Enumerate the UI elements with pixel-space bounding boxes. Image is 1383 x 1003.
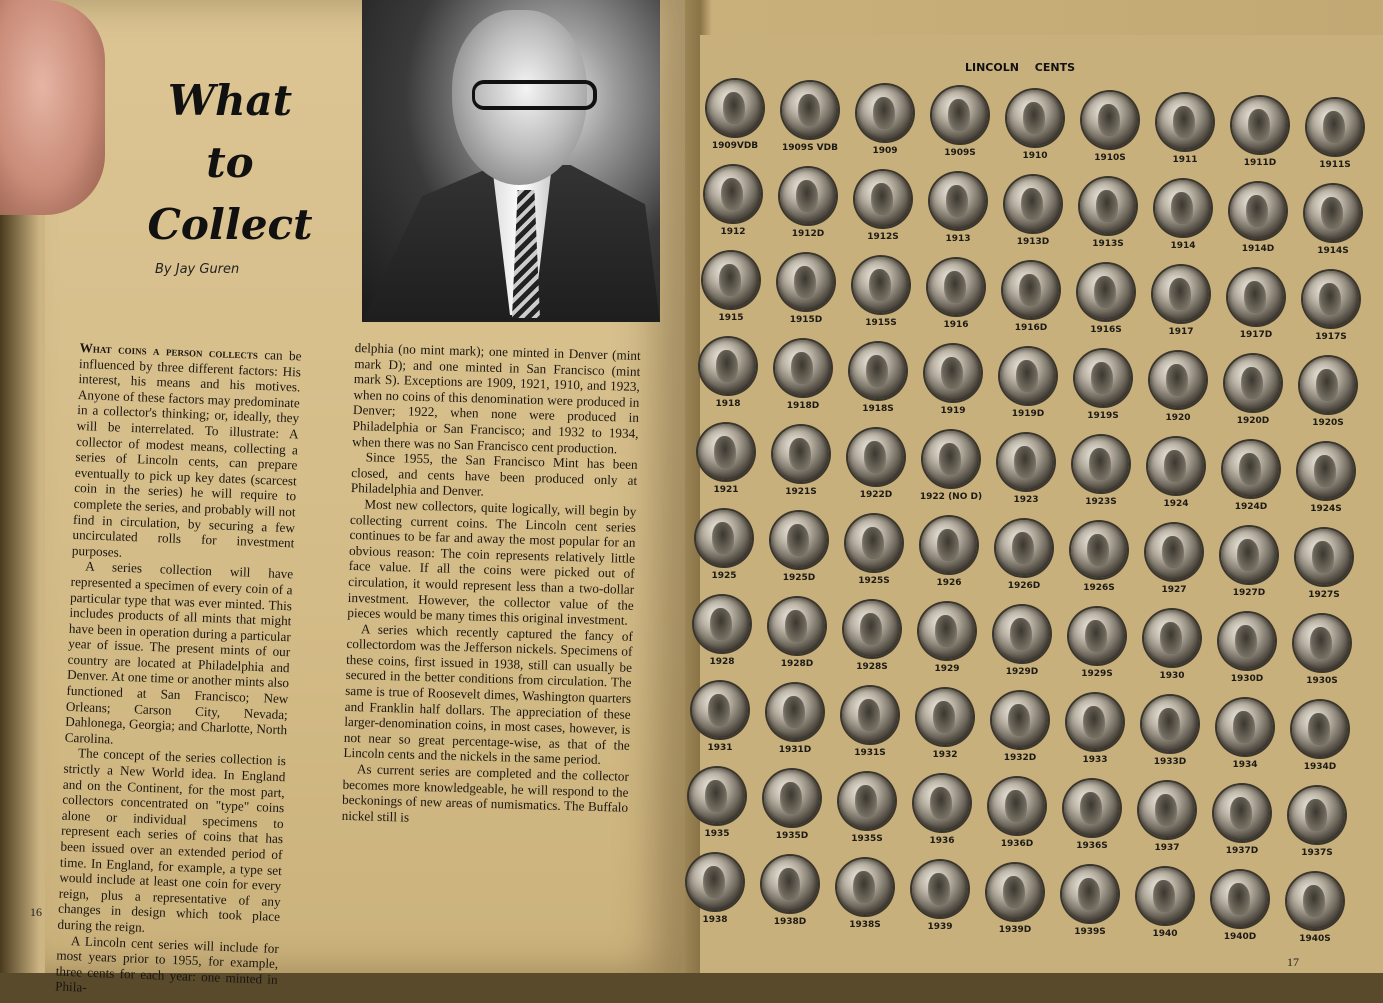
coin-date-label: 1915S (865, 318, 897, 328)
paragraph: A series which recently captured the fancy of collectordom was the Jefferson nickels. Specimens of these coins, first issued in 1938, still can usually be secured in the better conditions from circulation. The same is true of Roosevelt dimes, Washington quarters and Franklin half dollars. The appreciation of these larger-denomination coins, in most cases, however, is not near so great percentage-wise, as that of the Lincoln cents and the nickels in the same period. (343, 620, 634, 768)
coin-grid (698, 80, 1380, 944)
lincoln-cent-coin (917, 689, 973, 745)
lincoln-cent-coin (1078, 264, 1134, 320)
coin-cell (1283, 701, 1357, 787)
coin-cell (753, 856, 827, 942)
coin-cell (1285, 615, 1359, 701)
lincoln-cent-coin (1150, 352, 1206, 408)
coin-cell (1294, 271, 1368, 357)
coin-date-label: 1915D (789, 315, 823, 325)
lincoln-cent-coin (1082, 92, 1138, 148)
lincoln-cent-coin (921, 517, 977, 573)
coin-cell (912, 517, 986, 603)
coin-cell (691, 338, 765, 424)
coin-date-label: 1916 (943, 320, 969, 330)
lincoln-cent-coin (855, 171, 911, 227)
coin-date-label: 1940 (1152, 929, 1178, 939)
lincoln-cent-coin (1296, 529, 1352, 585)
paragraph-text: can be influenced by three different factors: His interest, his means and his motives. Anyone of these factors may predominate in a collector's thinking; or, ideally, they will be interrelated. To illustrate: A collector of modest means, collecting a series of Lincoln cents, can prepare eventually to pick up key dates (scarcest coin in the series) he will require to complete the series, and probably will not find in circulation, by securing a few uncirculated rolls for investment purposes. (71, 346, 302, 560)
coin-date-label: 1916D (1014, 323, 1048, 333)
coin-cell (680, 768, 754, 854)
lincoln-cent-coin (1232, 97, 1288, 153)
coin-cell (980, 778, 1054, 864)
lincoln-cent-coin (1003, 262, 1059, 318)
coin-date-label: 1928S (856, 662, 888, 672)
lincoln-cent-coin (837, 859, 893, 915)
coin-date-label: 1929D (1005, 667, 1039, 677)
coin-date-label: 1939D (998, 925, 1032, 935)
coin-date-label: 1924S (1310, 504, 1342, 514)
lincoln-cent-coin (928, 259, 984, 315)
coin-date-label: 1916S (1090, 325, 1122, 335)
coin-cell (683, 682, 757, 768)
lincoln-cent-coin (930, 173, 986, 229)
lincoln-cent-coin (1307, 99, 1363, 155)
lincoln-cent-coin (778, 254, 834, 310)
coin-date-label: 1919 (940, 406, 966, 416)
coin-date-label: 1920D (1236, 416, 1270, 426)
coin-date-label: 1935D (775, 831, 809, 841)
coin-cell (1296, 185, 1370, 271)
coin-cell (1137, 524, 1211, 610)
paragraph: The concept of the series collection is strictly a New World idea. In England and on the Continent, for the most part, collectors concentrated on "type" coins alone or individual specimens to represent each series of coins that has been issued over an extended period of time. In England, for example, a type set would include at least one coin for every reign, plus a representative of any changes in design which took place during the reign. (57, 745, 287, 935)
coin-cell (1139, 438, 1213, 524)
coin-cell (830, 773, 904, 859)
coin-cell (846, 171, 920, 257)
coin-cell (908, 689, 982, 775)
lincoln-cent-coin (1214, 785, 1270, 841)
coin-cell (985, 606, 1059, 692)
coin-date-label: 1911D (1243, 158, 1277, 168)
coin-date-label: 1927S (1308, 590, 1340, 600)
coin-date-label: 1939 (927, 922, 953, 932)
coin-date-label: 1914S (1317, 246, 1349, 256)
lincoln-cent-coin (1219, 613, 1275, 669)
coin-date-label: 1913S (1092, 239, 1124, 249)
lincoln-cent-coin (1217, 699, 1273, 755)
coin-date-label: 1925 (711, 571, 737, 581)
title-line-3: Collect (147, 200, 313, 249)
lincoln-cent-coin (919, 603, 975, 659)
lincoln-cent-coin (1007, 90, 1063, 146)
lincoln-cent-coin (1139, 782, 1195, 838)
coin-date-label: 1919D (1011, 409, 1045, 419)
coin-cell (1064, 436, 1138, 522)
coin-cell (1055, 780, 1129, 866)
coin-cell (1135, 610, 1209, 696)
lincoln-cent-coin (987, 864, 1043, 920)
coin-cell (1141, 352, 1215, 438)
coin-cell (983, 692, 1057, 778)
lincoln-cent-coin (705, 166, 761, 222)
lincoln-cent-coin (687, 854, 743, 910)
lincoln-cent-coin (764, 770, 820, 826)
coin-cell (678, 854, 752, 940)
lincoln-cent-coin (782, 82, 838, 138)
byline: By Jay Guren (155, 262, 240, 277)
title-line-1: What (167, 76, 293, 125)
coin-date-label: 1909S (944, 148, 976, 158)
lincoln-cent-coin (848, 429, 904, 485)
lincoln-cent-coin (912, 861, 968, 917)
coin-date-label: 1921S (785, 487, 817, 497)
lincoln-cent-coin (989, 778, 1045, 834)
coin-cell (1219, 269, 1293, 355)
coin-cell (921, 173, 995, 259)
coin-cell (1291, 357, 1365, 443)
thumb (0, 0, 105, 215)
title-line-2: to (206, 138, 254, 187)
portrait-glasses (472, 80, 597, 110)
coin-date-label: 1929 (934, 664, 960, 674)
lincoln-cent-coin (925, 345, 981, 401)
coin-cell (1205, 785, 1279, 871)
lincoln-cent-coin (773, 426, 829, 482)
coin-cell (764, 426, 838, 512)
coin-cell (839, 429, 913, 515)
paragraph: delphia (no mint mark); one minted in Denver (mint mark D); and one minted in San Francisco (mint mark S). Exceptions are 1909, 1921, 1910, and 1923, when no coins of this denomination were produced in Denver; 1922, when none were produced in Philadelphia or San Francisco; and 1932 to 1934, when there was no San Francisco cent production. (351, 340, 641, 456)
lincoln-cent-coin (1069, 608, 1125, 664)
lincoln-cent-coin (692, 682, 748, 738)
coin-date-label: 1934D (1303, 762, 1337, 772)
coin-cell (1223, 97, 1297, 183)
coin-cell (1298, 99, 1372, 185)
coin-cell (769, 254, 843, 340)
coin-cell (996, 176, 1070, 262)
coin-date-label: 1927 (1161, 585, 1187, 595)
lincoln-cent-coin (1230, 183, 1286, 239)
coin-cell (685, 596, 759, 682)
lincoln-cent-coin (689, 768, 745, 824)
coin-date-label: 1937D (1225, 846, 1259, 856)
coin-date-label: 1934 (1232, 760, 1258, 770)
coin-cell (1069, 264, 1143, 350)
lincoln-cent-coin (1212, 871, 1268, 927)
coin-cell (755, 770, 829, 856)
coin-cell (905, 775, 979, 861)
lincoln-cent-coin (771, 512, 827, 568)
coin-date-label: 1926S (1083, 583, 1115, 593)
coin-date-label: 1932D (1003, 753, 1037, 763)
lincoln-cent-coin (1142, 696, 1198, 752)
article-title (120, 70, 340, 256)
coin-cell (1221, 183, 1295, 269)
coin-date-label: 1913D (1016, 237, 1050, 247)
coin-cell (914, 431, 988, 517)
coin-date-label: 1917S (1315, 332, 1347, 342)
coin-date-label: 1933D (1153, 757, 1187, 767)
coin-date-label: 1931D (778, 745, 812, 755)
lincoln-cent-coin (1005, 176, 1061, 232)
coin-date-label: 1929S (1081, 669, 1113, 679)
coin-cell (994, 262, 1068, 348)
coin-date-label: 1913 (945, 234, 971, 244)
coin-cell (1278, 873, 1352, 959)
coin-cell (760, 598, 834, 684)
coin-cell (998, 90, 1072, 176)
coin-cell (1073, 92, 1147, 178)
coin-date-label: 1915 (718, 313, 744, 323)
coin-cell (987, 520, 1061, 606)
coin-date-label: 1917 (1168, 327, 1194, 337)
coin-cell (1058, 694, 1132, 780)
lincoln-cent-coin (1153, 266, 1209, 322)
coin-cell (916, 345, 990, 431)
lincoln-cent-coin (1221, 527, 1277, 583)
lincoln-cent-coin (914, 775, 970, 831)
coin-date-label: 1912 (720, 227, 746, 237)
paragraph: As current series are completed and the collector becomes more knowledgeable, he will respond to the beckonings of new areas of numismatics. The Buffalo nickel still is (341, 761, 630, 825)
lincoln-cent-coin (1067, 694, 1123, 750)
paragraph: Since 1955, the San Francisco Mint has been closed, and cents have been produced only at Philadelphia and Denver. (350, 449, 638, 499)
coin-cell (837, 515, 911, 601)
coin-date-label: 1931S (854, 748, 886, 758)
coin-date-label: 1936S (1076, 841, 1108, 851)
coin-date-label: 1909S VDB (782, 143, 838, 153)
coin-cell (833, 687, 907, 773)
coin-cell (1130, 782, 1204, 868)
lincoln-cent-coin (1300, 357, 1356, 413)
coin-cell (835, 601, 909, 687)
coin-date-label: 1914 (1170, 241, 1196, 251)
lincoln-cent-coin (767, 684, 823, 740)
coin-date-label: 1921 (713, 485, 739, 495)
coin-date-label: 1930S (1306, 676, 1338, 686)
lincoln-cent-coin (707, 80, 763, 136)
coin-date-label: 1917D (1239, 330, 1273, 340)
lincoln-cent-coin (1080, 178, 1136, 234)
paragraph: A series collection will have represented a specimen of every coin of a particular type that was ever minted. This includes products of all mints that might have been in operation during a particular year of issue. The present mints of our country are located at Philadelphia and Denver. At one time or another mints also functioned at San Francisco; New Orleans; Carson City, Nevada; Dahlonega, Georgia; and Charlotte, North Carolina. (64, 558, 294, 747)
lincoln-cent-coin (1225, 355, 1281, 411)
coin-cell (773, 82, 847, 168)
lincoln-cent-coin (1000, 348, 1056, 404)
coin-date-label: 1938D (773, 917, 807, 927)
coin-cell (687, 510, 761, 596)
page-number-right: 17 (1287, 955, 1299, 969)
coin-cell (1216, 355, 1290, 441)
lead-in: What coins a person collects (79, 340, 259, 362)
coin-cell (1203, 871, 1277, 957)
coin-cell (694, 252, 768, 338)
lincoln-cent-coin (1073, 436, 1129, 492)
coin-date-label: 1940S (1299, 934, 1331, 944)
coin-cell (828, 859, 902, 945)
coin-date-label: 1918S (862, 404, 894, 414)
lincoln-cent-coin (857, 85, 913, 141)
lincoln-cent-coin (703, 252, 759, 308)
coin-cell (689, 424, 763, 510)
coin-date-label: 1923S (1085, 497, 1117, 507)
coin-date-label: 1919S (1087, 411, 1119, 421)
coin-date-label: 1922 (NO D) (919, 492, 983, 502)
coin-cell (762, 512, 836, 598)
coin-date-label: 1937 (1154, 843, 1180, 853)
paragraph: Most new collectors, quite logically, will begin by collecting current coins. The Lincoln cent series continues to be far and away the most popular for an obvious reason: The coin represents relatively little face value. If all the coins were picked out of circulation, it would represent less than a two-dollar investment. However, the collector value of the pieces would be many times this original investment. (347, 496, 637, 628)
coin-cell (1210, 613, 1284, 699)
lincoln-cent-coin (1144, 610, 1200, 666)
coin-cell (903, 861, 977, 947)
coin-date-label: 1909VDB (711, 141, 759, 151)
coin-date-label: 1909 (872, 146, 898, 156)
lincoln-cent-coin (700, 338, 756, 394)
coin-date-label: 1924D (1234, 502, 1268, 512)
coin-date-label: 1925D (782, 573, 816, 583)
coin-date-label: 1927D (1232, 588, 1266, 598)
coin-date-label: 1936 (929, 836, 955, 846)
lincoln-cent-coin (1146, 524, 1202, 580)
lincoln-cent-coin (1298, 443, 1354, 499)
coin-cell (696, 166, 770, 252)
lincoln-cent-coin (1289, 787, 1345, 843)
coin-date-label: 1935S (851, 834, 883, 844)
coin-date-label: 1926D (1007, 581, 1041, 591)
lincoln-cent-coin (846, 515, 902, 571)
paragraph (72, 340, 302, 567)
author-portrait (362, 0, 660, 322)
article-column-1 (55, 340, 302, 1003)
coin-date-label: 1935 (704, 829, 730, 839)
lincoln-cent-coin (850, 343, 906, 399)
lincoln-cent-coin (1064, 780, 1120, 836)
lincoln-cent-coin (1157, 94, 1213, 150)
coin-date-label: 1938 (702, 915, 728, 925)
coin-cell (1128, 868, 1202, 954)
lincoln-cent-coin (694, 596, 750, 652)
coin-cell (1148, 94, 1222, 180)
lincoln-cent-coin (1294, 615, 1350, 671)
coin-cell (923, 87, 997, 173)
coin-cell (771, 168, 845, 254)
coin-date-label: 1930 (1159, 671, 1185, 681)
coin-date-label: 1932 (932, 750, 958, 760)
page-number-left: 16 (30, 905, 42, 919)
coin-cell (766, 340, 840, 426)
coin-date-label: 1920 (1165, 413, 1191, 423)
coin-cell (978, 864, 1052, 950)
coin-cell (758, 684, 832, 770)
coin-date-label: 1937S (1301, 848, 1333, 858)
coin-date-label: 1928D (780, 659, 814, 669)
coin-cell (1289, 443, 1363, 529)
coin-cell (989, 434, 1063, 520)
lincoln-cent-coin (1062, 866, 1118, 922)
coin-cell (1062, 522, 1136, 608)
coin-date-label: 1930D (1230, 674, 1264, 684)
lincoln-cent-coin (994, 606, 1050, 662)
coin-date-label: 1939S (1074, 927, 1106, 937)
coin-date-label: 1914D (1241, 244, 1275, 254)
coin-cell (1212, 527, 1286, 613)
coin-cell (1060, 608, 1134, 694)
coin-cell (1053, 866, 1127, 952)
lincoln-cent-coin (932, 87, 988, 143)
coin-date-label: 1940D (1223, 932, 1257, 942)
lincoln-cent-coin (1075, 350, 1131, 406)
lincoln-cent-coin (923, 431, 979, 487)
lincoln-cent-coin (1148, 438, 1204, 494)
coin-date-label: 1911S (1319, 160, 1351, 170)
lincoln-cent-coin (853, 257, 909, 313)
lincoln-cent-coin (998, 434, 1054, 490)
coin-cell (1214, 441, 1288, 527)
lincoln-cent-coin (1155, 180, 1211, 236)
lincoln-cent-coin (1303, 271, 1359, 327)
lincoln-cent-coin (1228, 269, 1284, 325)
coin-cell (919, 259, 993, 345)
coin-date-label: 1918 (715, 399, 741, 409)
coin-date-label: 1912D (791, 229, 825, 239)
coin-cell (698, 80, 772, 166)
coin-cell (848, 85, 922, 171)
paragraph: A Lincoln cent series will include for most years prior to 1955, for example, three cents for each year: one minted in Phila- (54, 932, 280, 996)
coin-date-label: 1910S (1094, 153, 1126, 163)
lincoln-cent-coin (996, 520, 1052, 576)
coin-date-label: 1933 (1082, 755, 1108, 765)
coin-cell (841, 343, 915, 429)
lincoln-cent-coin (1137, 868, 1193, 924)
coin-cell (910, 603, 984, 689)
coin-cell (1146, 180, 1220, 266)
coin-date-label: 1922D (859, 490, 893, 500)
coin-date-label: 1938S (849, 920, 881, 930)
coin-cell (844, 257, 918, 343)
lincoln-cent-coin (775, 340, 831, 396)
lincoln-cent-coin (992, 692, 1048, 748)
coin-cell (991, 348, 1065, 434)
coin-cell (1208, 699, 1282, 785)
lincoln-cent-coin (844, 601, 900, 657)
lincoln-cent-coin (1305, 185, 1361, 241)
coin-date-label: 1911 (1172, 155, 1198, 165)
coin-cell (1280, 787, 1354, 873)
coin-date-label: 1926 (936, 578, 962, 588)
lincoln-cent-coin (696, 510, 752, 566)
coin-date-label: 1924 (1163, 499, 1189, 509)
lincoln-cent-coin (762, 856, 818, 912)
coin-grid-heading: LINCOLN CENTS (965, 61, 1075, 74)
coin-cell (1287, 529, 1361, 615)
coin-date-label: 1928 (709, 657, 735, 667)
lincoln-cent-coin (698, 424, 754, 480)
coin-date-label: 1931 (707, 743, 733, 753)
coin-date-label: 1920S (1312, 418, 1344, 428)
coin-date-label: 1923 (1013, 495, 1039, 505)
lincoln-cent-coin (780, 168, 836, 224)
coin-cell (1133, 696, 1207, 782)
coin-cell (1071, 178, 1145, 264)
coin-date-label: 1925S (858, 576, 890, 586)
coin-date-label: 1910 (1022, 151, 1048, 161)
lincoln-cent-coin (1292, 701, 1348, 757)
lincoln-cent-coin (1287, 873, 1343, 929)
coin-date-label: 1918D (786, 401, 820, 411)
coin-date-label: 1912S (867, 232, 899, 242)
lincoln-cent-coin (1071, 522, 1127, 578)
coin-date-label: 1936D (1000, 839, 1034, 849)
article-column-2 (342, 340, 641, 831)
coin-cell (1066, 350, 1140, 436)
lincoln-cent-coin (769, 598, 825, 654)
lincoln-cent-coin (839, 773, 895, 829)
lincoln-cent-coin (842, 687, 898, 743)
coin-cell (1144, 266, 1218, 352)
lincoln-cent-coin (1223, 441, 1279, 497)
